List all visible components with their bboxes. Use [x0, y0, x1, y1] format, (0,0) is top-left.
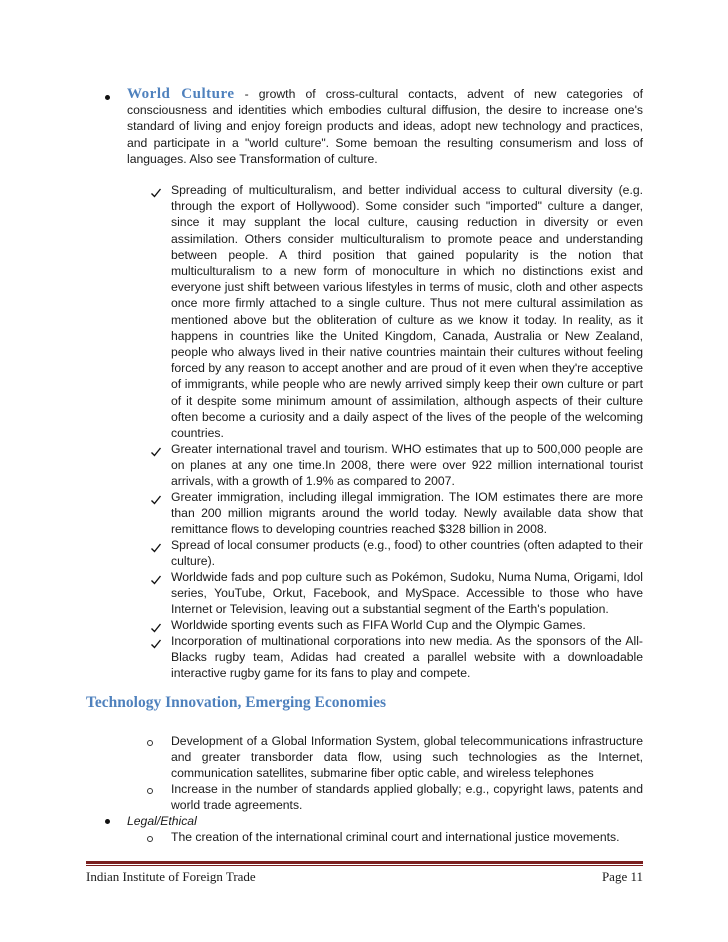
bullet-dot-icon — [105, 819, 110, 824]
checkmark-icon — [150, 494, 162, 506]
circle-bullet-icon — [147, 788, 153, 794]
culture-item: Spreading of multiculturalism, and better individual access to cultural diversity (e.g. through the export of Hollywood). Some consider such "imported" culture a danger, since it may supplant the local culture, causing reduction in diversity or even assimilation. Others consider multiculturalism to promote peace and understanding between people. A third position that gained popularity is the notion that multiculturalism to a new form of monoculture in which no distinctions exist and everyone just shift between various lifestyles in terms of music, cloth and other aspects once more firmly attached to a single culture. Thus not mere cultural assimilation as mentioned above but the obliteration of culture as we know it today. In reality, as it happens in countries like the United Kingdom, Canada, Australia or New Zealand, people who always lived in their native countries maintain their cultures without feeling forced by any reason to accept another and are proud of it even when they're acceptive of immigrants, while people who are newly arrived simply keep their own culture or part of it despite some minimum amount of assimilation, although aspects of their culture often become a curiosity and a daily aspect of the lives of the people of the welcoming countries. — [171, 183, 643, 441]
footer-institute: Indian Institute of Foreign Trade — [86, 869, 256, 884]
world-culture-paragraph — [127, 86, 643, 167]
world-culture-term: World Culture — [127, 86, 235, 102]
culture-item: Worldwide sporting events such as FIFA World Cup and the Olympic Games. — [171, 618, 586, 632]
tech-item: Development of a Global Information System, global telecommunications infrastructure and greater transborder data flow, using such technologies as the Internet, communication satellites, submarine fiber optic cable, and wireless telephones — [171, 734, 643, 781]
circle-bullet-icon — [147, 740, 153, 746]
checkmark-icon — [150, 542, 162, 554]
culture-item: Greater immigration, including illegal immigration. The IOM estimates there are more than 200 million migrants around the world today. Newly available data show that remittance flows to developing countries reached $328 billion in 2008. — [171, 490, 643, 537]
checkmark-icon — [150, 638, 162, 650]
culture-item: Spread of local consumer products (e.g., food) to other countries (often adapted to their culture). — [171, 538, 643, 569]
culture-item: Worldwide fads and pop culture such as Pokémon, Sudoku, Numa Numa, Origami, Idol series, YouTube, Orkut, Facebook, and MySpace. Accessible to those who have Internet or Television, leaving out a substantial segment of the Earth's population. — [171, 570, 643, 617]
checkmark-icon — [150, 446, 162, 458]
world-culture-text: - growth of cross-cultural contacts, advent of new categories of consciousness and identities which embodies cultural diffusion, the desire to increase one's standard of living and enjoy foreign products and ideas, adopt new technology and practices, and participate in a "world culture". Some bemoan the resulting consumerism and loss of languages. Also see Transformation of culture. — [127, 87, 643, 166]
footer-rule — [86, 861, 643, 864]
checkmark-icon — [150, 622, 162, 634]
checkmark-icon — [150, 187, 162, 199]
section-heading: Technology Innovation, Emerging Economies — [86, 694, 386, 711]
culture-item: Greater international travel and tourism. WHO estimates that up to 500,000 people are on planes at any one time.In 2008, there were over 922 million international tourist arrivals, with a growth of 1.9% as compared to 2007. — [171, 442, 643, 489]
culture-item: Incorporation of multinational corporations into new media. As the sponsors of the All-Blacks rugby team, Adidas had created a parallel website with a downloadable interactive rugby game for its fans to play and compete. — [171, 634, 643, 681]
bullet-dot-icon — [105, 95, 110, 100]
footer-page-number: Page 11 — [601, 869, 643, 884]
checkmark-icon — [150, 574, 162, 586]
tech-item: Increase in the number of standards applied globally; e.g., copyright laws, patents and world trade agreements. — [171, 782, 643, 813]
legal-label: Legal/Ethical — [127, 814, 197, 828]
legal-item: The creation of the international criminal court and international justice movements. — [171, 830, 620, 844]
circle-bullet-icon — [147, 836, 153, 842]
footer-rule-thin — [86, 865, 643, 866]
